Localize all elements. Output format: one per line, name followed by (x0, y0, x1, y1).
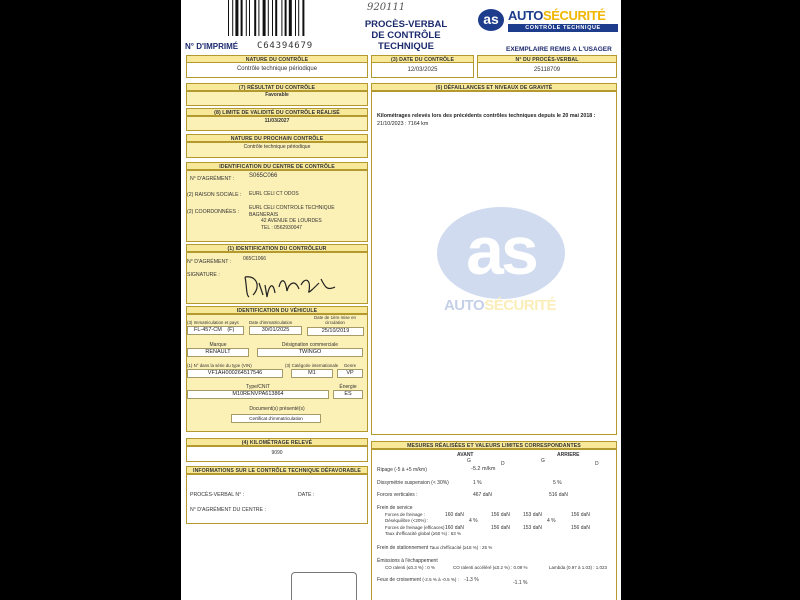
defavorable-header: INFORMATIONS SUR LE CONTRÔLE TECHNIQUE DÉFAVORABLE (186, 466, 368, 474)
lambda-value: 1.023 (595, 565, 608, 570)
controleur-agrement-label: N° D'AGRÉMENT : (187, 259, 232, 265)
nature-value: Contrôle technique périodique (236, 66, 318, 72)
imprime-label: N° D'IMPRIMÉ (185, 42, 239, 51)
raison-sociale-value: EURL CELI CT ODOS (249, 191, 299, 197)
raison-sociale-label: (2) RAISON SOCIALE : (187, 192, 242, 198)
feux-croisement (377, 577, 479, 583)
barcode (227, 0, 315, 36)
forces-verticales-label: Forces verticales : (377, 492, 418, 498)
col-avant-g: G (467, 458, 471, 464)
date-immat-value: 30/01/2025 (249, 326, 302, 335)
controleur-header: (1) IDENTIFICATION DU CONTRÔLEUR (186, 244, 368, 252)
feux-label: Feux de croisement (377, 577, 421, 583)
col-avant-d: D (501, 461, 505, 467)
pv-number-header: N° DU PROCÈS-VERBAL (477, 55, 617, 63)
immat-field (187, 326, 244, 335)
lambda (549, 565, 607, 570)
col-avant: AVANT (457, 452, 474, 458)
autosecurite-logo (478, 5, 620, 37)
col-arriere: ARRIERE (557, 452, 580, 458)
immat-value: FL-457-CM (194, 327, 222, 333)
categorie-label: (3) Catégorie internationale (285, 363, 339, 368)
title-line-2: DE CONTRÔLE TECHNIQUE (371, 30, 441, 52)
kilometrage-value: 9090 (271, 450, 283, 456)
designation-value: TWINGO (257, 348, 363, 357)
defaillances-header: (6) DÉFAILLANCES ET NIVEAUX DE GRAVITÉ (371, 83, 617, 91)
energie-label: Énergie (339, 384, 357, 390)
ff-avant-d: 156 daN (491, 512, 510, 518)
immat-pays: (F) (227, 327, 235, 333)
co-accelere (453, 565, 528, 570)
feux-limits: (-2.5 % à -0.5 %) : (422, 577, 459, 582)
eff-arriere-d: 156 daN (571, 525, 590, 531)
co-value: 0 % (427, 565, 436, 570)
stationnement (377, 545, 492, 551)
co-label: CO ralenti (≤0.3 %) : (385, 565, 426, 570)
stationnement-value: Taux d'efficacité (≥18 %) : 25 % (429, 545, 493, 550)
date-value: 12/03/2025 (407, 67, 438, 73)
handwritten-reference: 920111 (367, 2, 406, 13)
logo-name-part-1: AUTO (508, 8, 543, 23)
documents-label: Document(s) présenté(s) (249, 406, 305, 412)
energie-value: ES (333, 390, 363, 399)
logo-tagline: CONTRÔLE TECHNIQUE (508, 24, 618, 32)
centre-agrement-label: N° D'AGRÉMENT : (190, 176, 235, 182)
centre-header: IDENTIFICATION DU CENTRE DE CONTRÔLE (186, 162, 368, 170)
prochain-header: NATURE DU PROCHAIN CONTRÔLE (186, 134, 368, 142)
resultat-header: (7) RÉSULTAT DU CONTRÔLE (186, 83, 368, 91)
marque-value: RENAULT (187, 348, 249, 357)
mesures-header: MESURES RÉALISÉES ET VALEURS LIMITES CORRESPONDANTES (371, 441, 617, 449)
forces-verticales-avant: 467 daN (473, 492, 492, 498)
type-value: M10RENVPA613864 (187, 390, 329, 399)
logo-name (508, 8, 606, 23)
designation-label: Désignation commerciale (281, 342, 339, 348)
efficaces-label: Forces de freinage (efficaces) : (385, 525, 447, 530)
defaillances-text-normal: 21/10/2023 : 7164 km (377, 120, 429, 127)
validite-header: (8) LIMITE DE VALIDITÉ DU CONTRÔLE RÉALISÉ (186, 108, 368, 116)
eff-avant-g: 160 daN (445, 525, 464, 531)
mesures-content (377, 449, 611, 600)
co-ralenti (385, 565, 435, 570)
frein-service-label: Frein de service (377, 505, 413, 511)
eff-arriere-g: 153 daN (523, 525, 542, 531)
validite-value: 11/03/2027 (264, 118, 290, 124)
ripage-label: Ripage (-5 à +5 m/km) (377, 467, 427, 473)
genre-value: VP (337, 369, 363, 378)
type-label: Type/CNIT (246, 384, 270, 390)
co-acc-label: CO ralenti accéléré (≤0.2 %) : (453, 565, 513, 570)
coordonnees-line: BAGNERAIS (249, 211, 279, 218)
watermark-name-part-2: SÉCURITÉ (484, 297, 557, 314)
stationnement-label: Frein de stationnement (377, 545, 429, 551)
title-line-1: PROCÈS-VERBAL (364, 19, 448, 30)
deseq-avant: 4 % (469, 518, 478, 524)
suspension-avant: 1 % (473, 480, 482, 486)
forces-verticales-arriere: 516 daN (549, 492, 568, 498)
eff-avant-d: 156 daN (491, 525, 510, 531)
feux-d: -1.1 % (513, 580, 528, 586)
col-arriere-g: G (541, 458, 545, 464)
imprime-number: C64394679 (257, 41, 313, 51)
stamp-outline (291, 572, 357, 600)
desequilibre-label: Déséquilibre (<20%) : (385, 518, 429, 523)
pv-number-value: 25118709 (533, 67, 561, 73)
prochain-value: Contrôle technique périodique (243, 144, 311, 150)
kilometrage-header: (4) KILOMÉTRAGE RELEVÉ (186, 438, 368, 446)
emissions-label: Émissions à l'échappement (377, 558, 438, 564)
controleur-agrement-value: 065C1066 (243, 256, 267, 262)
defaillances-text-bold: Kilométrages relevés lors des précédents contrôles techniques depuis le 20 mai 2018 : (377, 113, 596, 119)
defaillances-text (377, 113, 611, 128)
suspension-label: Dissymétrie suspension (< 30%) (377, 480, 449, 486)
coordonnees-line: 42 AVENUE DE LOURDES (261, 218, 322, 224)
defavorable-pv-label: PROCÈS-VERBAL N° : (190, 492, 245, 498)
taux-global-value: 63 % (450, 531, 462, 536)
feux-g: -1.3 % (464, 577, 479, 583)
taux-global-label: Taux d'efficacité global (≥50 %) : (385, 531, 450, 536)
documents-value: Certificat d'immatriculation (231, 414, 321, 423)
signature-label: SIGNATURE : (187, 272, 220, 278)
date-1ere-value: 25/10/2019 (307, 327, 364, 336)
ff-arriere-d: 156 daN (571, 512, 590, 518)
co-acc-value: 0.09 % (513, 565, 528, 570)
coordonnees-label: (2) COORDONNÉES : (187, 209, 239, 215)
vehicule-header: IDENTIFICATION DU VÉHICULE (186, 306, 368, 314)
ff-arriere-g: 153 daN (523, 512, 542, 518)
suspension-arriere: 5 % (553, 480, 562, 486)
date-1ere-label: Date de 1ère mise en circulation (314, 315, 356, 325)
logo-name-part-2: SÉCURITÉ (543, 8, 606, 23)
defavorable-date-label: DATE : (298, 492, 315, 498)
date-immat-label: Date d'immatriculation (249, 320, 293, 325)
genre-label: Genre (343, 363, 357, 368)
marque-label: Marque (209, 342, 227, 348)
defavorable-agrement-label: N° D'AGRÉMENT DU CENTRE : (190, 507, 266, 513)
vin-label: (1) N° dans la série du type (VIN) (187, 363, 252, 368)
exemplaire-note: EXEMPLAIRE REMIS A L'USAGER (506, 46, 612, 53)
taux-global (385, 531, 461, 536)
coordonnees-block (249, 205, 335, 231)
vin-value: VF1AH000264517546 (187, 369, 283, 378)
col-arriere-d: D (595, 461, 599, 467)
watermark-badge-text: as (466, 213, 536, 289)
inspection-report-page (181, 0, 621, 600)
lambda-label: Lambda (0.97 à 1.03) : (549, 565, 595, 570)
ripage-value: -5.2 m/km (471, 466, 496, 472)
categorie-value: M1 (291, 369, 333, 378)
controleur-signature (239, 265, 339, 300)
date-header: (3) DATE DU CONTRÔLE (371, 55, 474, 63)
watermark-name (426, 297, 574, 314)
document-title (346, 19, 466, 52)
immat-label: (3) Immatriculation et pays (187, 320, 239, 325)
defavorable-box (186, 474, 368, 524)
deseq-arriere: 4 % (547, 518, 556, 524)
autosecurite-watermark (426, 207, 574, 327)
ff-avant-g: 160 daN (445, 512, 464, 518)
forces-freinage-label: Forces de freinage : (385, 512, 426, 517)
coordonnees-line: TEL : 0562930047 (261, 224, 302, 231)
logo-badge: as (478, 9, 504, 31)
centre-agrement-value: S065C066 (249, 173, 278, 179)
nature-header: NATURE DU CONTRÔLE (186, 55, 368, 63)
resultat-value: Favorable (265, 92, 289, 98)
coordonnees-line: EURL CELI CONTROLE TECHNIQUE (249, 205, 335, 211)
watermark-name-part-1: AUTO (443, 297, 485, 314)
